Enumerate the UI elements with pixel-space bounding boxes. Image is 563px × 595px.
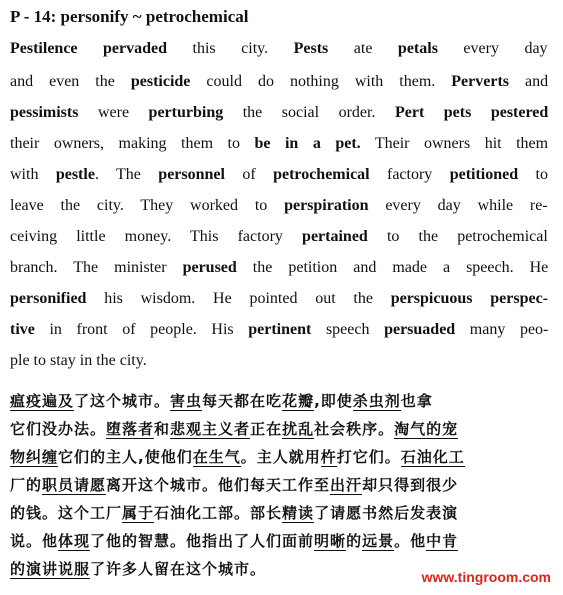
underlined-term: 属于 — [122, 504, 155, 522]
chinese-line — [10, 556, 266, 582]
underlined-term: 杀虫剂 — [352, 392, 401, 410]
text-run: leave the city. They worked to — [10, 197, 285, 214]
underlined-term: 精读 — [282, 504, 315, 522]
vocab-word: pessimists — [10, 104, 79, 121]
vocab-word: personnel — [158, 166, 225, 183]
vocab-word: perturbing — [148, 104, 224, 121]
text-run: . The — [94, 166, 159, 183]
vocab-word: Perverts — [451, 73, 510, 90]
text-run: 打它们。 — [336, 448, 401, 466]
underlined-term: 的演讲说服 — [10, 560, 91, 578]
vocab-word: petrochemical — [273, 166, 370, 183]
underlined-term: 中肯 — [426, 532, 459, 550]
text-run: 它们没办法。 — [10, 420, 107, 438]
english-line — [10, 349, 147, 373]
text-run: ,即使 — [314, 392, 353, 410]
text-run: 了请愿书然后发表演 — [314, 504, 459, 522]
vocab-word: pestle — [55, 166, 95, 183]
text-run: 。主人就用 — [240, 448, 321, 466]
vocab-word: Pestilence pervaded — [10, 40, 168, 57]
english-line — [10, 70, 548, 94]
text-run: with — [10, 166, 56, 183]
english-line — [10, 194, 548, 218]
vocab-word: perspicuous perspec- — [390, 290, 548, 307]
vocab-word: petitioned — [449, 166, 519, 183]
text-run: branch. The minister — [10, 259, 183, 276]
text-run: this city. — [167, 40, 294, 57]
text-run: 它们的主人,使他们 — [58, 448, 193, 466]
english-line — [10, 132, 548, 156]
text-run: to — [518, 166, 548, 183]
vocab-word: perused — [182, 259, 237, 276]
watermark: www.tingroom.com — [421, 569, 551, 585]
vocab-word: petals — [397, 40, 438, 57]
english-line — [10, 318, 548, 342]
underlined-term: 明晰 — [314, 532, 347, 550]
underlined-term: 花瓣 — [282, 392, 315, 410]
text-run: could do nothing with them. — [190, 73, 452, 90]
text-run: 的 — [346, 532, 363, 550]
english-line — [10, 163, 548, 187]
english-line — [10, 37, 548, 61]
underlined-term: 出汗 — [330, 476, 363, 494]
text-run: factory — [369, 166, 450, 183]
underlined-term: 职员请愿 — [42, 476, 107, 494]
text-run: every day while re- — [368, 197, 548, 214]
vocab-word: be in a pet. — [254, 135, 361, 152]
underlined-term: 石油化工 — [400, 448, 465, 466]
text-run: every day — [437, 40, 548, 57]
english-line — [10, 225, 548, 249]
text-run: their owners, making them to — [10, 135, 255, 152]
text-run: many peo- — [455, 321, 549, 338]
vocab-word: persuaded — [384, 321, 456, 338]
text-run: the social order. — [223, 104, 395, 121]
vocab-word: personified — [10, 290, 87, 307]
vocab-word: pesticide — [130, 73, 191, 90]
text-run: and even the — [10, 73, 131, 90]
underlined-term: 物纠缠 — [10, 448, 59, 466]
english-line — [10, 287, 548, 311]
chinese-line — [10, 500, 458, 526]
underlined-term: 害虫 — [170, 392, 203, 410]
underlined-term: 悲观主义者 — [170, 420, 251, 438]
underlined-term: 杵 — [320, 448, 337, 466]
text-run: 也拿 — [400, 392, 433, 410]
underlined-term: 扰乱 — [282, 420, 315, 438]
chinese-line — [10, 528, 458, 554]
chinese-line — [10, 444, 465, 470]
english-line — [10, 256, 548, 280]
text-run: 却只得到很少 — [362, 476, 459, 494]
text-run: his wisdom. He pointed out the — [86, 290, 391, 307]
vocab-word: Pests — [293, 40, 329, 57]
vocab-word: Pert pets pestered — [394, 104, 549, 121]
text-run: ple to stay in the city. — [10, 352, 147, 369]
text-run: 。他 — [394, 532, 427, 550]
text-run: of — [224, 166, 274, 183]
text-run: 正在 — [250, 420, 283, 438]
text-run: 厂的 — [10, 476, 43, 494]
text-run: 离开这个城市。他们每天工作至 — [106, 476, 331, 494]
underlined-term: 淘气的宠 — [394, 420, 459, 438]
text-run: 和 — [154, 420, 171, 438]
underlined-term: 远景 — [362, 532, 395, 550]
chinese-line — [10, 472, 458, 498]
text-run: and — [509, 73, 549, 90]
page-title: P - 14: personify ~ petrochemical — [10, 7, 249, 26]
chinese-line — [10, 416, 458, 442]
vocab-word: perspiration — [284, 197, 369, 214]
text-run: 了这个城市。 — [74, 392, 171, 410]
text-run: 社会秩序。 — [314, 420, 395, 438]
vocab-word: tive — [10, 321, 35, 338]
text-run: the petition and made a speech. He — [236, 259, 549, 276]
chinese-line — [10, 388, 433, 414]
text-run: 说。他 — [10, 532, 59, 550]
text-run: 石油化工部。部长 — [154, 504, 283, 522]
text-run: 的钱。这个工厂 — [10, 504, 123, 522]
text-run: speech — [311, 321, 385, 338]
english-line — [10, 101, 548, 125]
vocab-word: pertinent — [248, 321, 312, 338]
underlined-term: 在生气 — [192, 448, 241, 466]
text-run: in front of people. His — [34, 321, 249, 338]
text-run: 了许多人留在这个城市。 — [90, 560, 267, 578]
vocab-word: pertained — [302, 228, 368, 245]
text-run: 每天都在吃 — [202, 392, 283, 410]
text-run: Their owners hit them — [360, 135, 549, 152]
underlined-term: 瘟疫遍及 — [10, 392, 75, 410]
underlined-term: 堕落者 — [106, 420, 155, 438]
text-run: were — [78, 104, 149, 121]
underlined-term: 体现 — [58, 532, 91, 550]
text-run: 了他的智慧。他指出了人们面前 — [90, 532, 315, 550]
text-run: to the petrochemical — [367, 228, 548, 245]
text-run: ate — [328, 40, 398, 57]
text-run: ceiving little money. This factory — [10, 228, 303, 245]
